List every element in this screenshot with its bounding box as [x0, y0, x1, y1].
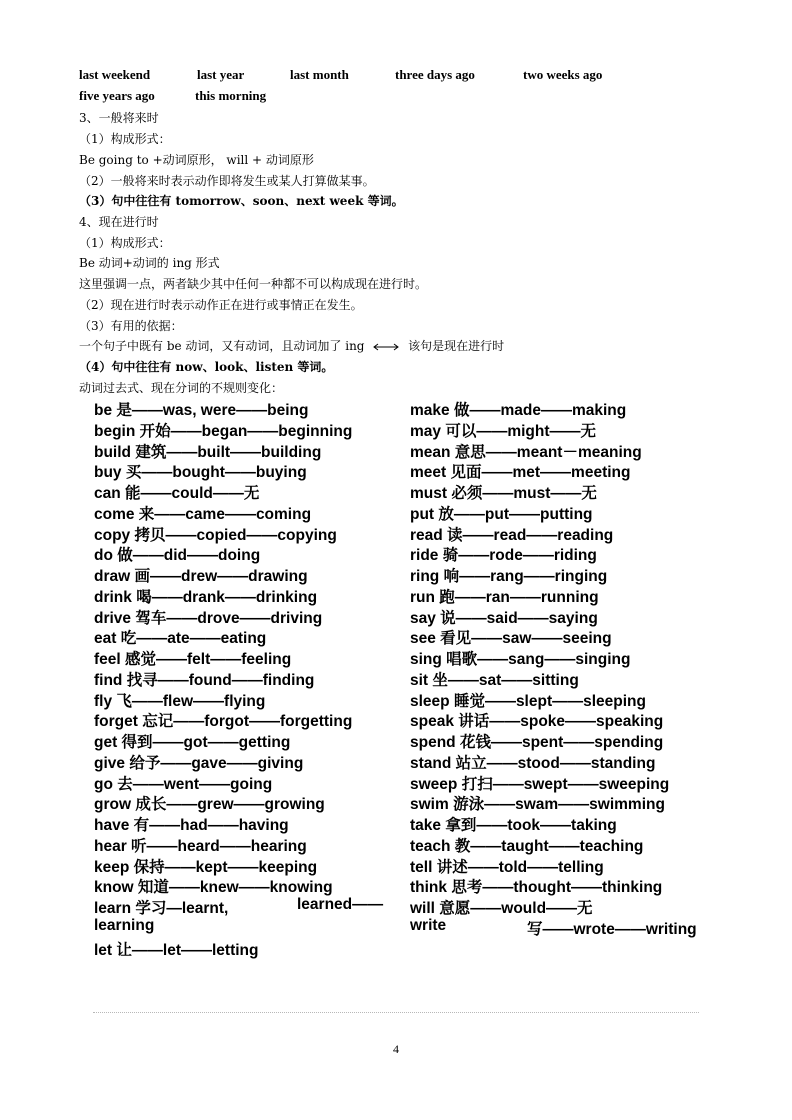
irregular-heading: 动词过去式、现在分词的不规则变化：	[79, 381, 284, 395]
verb-entry: think 思考——thought——thinking	[410, 879, 663, 896]
verb-entry: meet 见面——met——meeting	[410, 464, 631, 481]
verb-entry: copy 拷贝——copied——copying	[94, 527, 337, 544]
verb-entry: hear 听——heard——hearing	[94, 838, 307, 855]
verb-entry: keep 保持——kept——keeping	[94, 859, 318, 876]
verb-entry: begin 开始——began——beginning	[94, 423, 353, 440]
time-expression: five years ago	[79, 88, 155, 103]
verb-entry: swim 游泳——swam——swimming	[410, 796, 665, 813]
verb-entry: buy 买——bought——buying	[94, 464, 307, 481]
verb-entry: draw 画——drew——drawing	[94, 568, 308, 585]
verb-entry: find 找寻——found——finding	[94, 672, 315, 689]
progressive-form: Be 动词+动词的 ing 形式	[79, 256, 220, 270]
verb-entry: grow 成长——grew——growing	[94, 796, 325, 813]
future-signal: （3）句中往往有 tomorrow、soon、next week 等词。	[79, 194, 404, 208]
future-form-label: （1）构成形式：	[79, 132, 171, 146]
verb-entry: do 做——did——doing	[94, 547, 261, 564]
verb-entry: take 拿到——took——taking	[410, 817, 617, 834]
verb-entry: come 来——came——coming	[94, 506, 312, 523]
progressive-emphasis: 这里强调一点，两者缺少其中任何一种都不可以构成现在进行时。	[79, 277, 428, 291]
time-expression: three days ago	[395, 67, 475, 82]
page-number: 4	[393, 1042, 399, 1056]
verb-entry-learn-part3: learning	[94, 917, 155, 934]
progressive-basis	[79, 337, 504, 354]
progressive-signal: （4）句中往往有 now、look、listen 等词。	[79, 360, 334, 374]
verb-entry: ride 骑——rode——riding	[410, 547, 597, 564]
verb-entry: may 可以——might——无	[410, 423, 597, 440]
verb-entry: put 放——put——putting	[410, 506, 593, 523]
future-form: Be going to +动词原形， will + 动词原形	[79, 153, 314, 167]
progressive-form-label: （1）构成形式：	[79, 236, 171, 250]
verb-entry: sing 唱歌——sang——singing	[410, 651, 631, 668]
future-heading: 3、一般将来时	[79, 111, 159, 125]
double-arrow-icon	[372, 342, 400, 352]
verb-entry: go 去——went——going	[94, 776, 273, 793]
future-usage: （2）一般将来时表示动作即将发生或某人打算做某事。	[79, 174, 375, 188]
verb-entry: sleep 睡觉——slept——sleeping	[410, 693, 646, 710]
verb-entry: have 有——had——having	[94, 817, 289, 834]
progressive-basis-text: 一个句子中既有 be 动词，又有动词，且动词加了 ing	[79, 339, 365, 353]
verb-entry: feel 感觉——felt——feeling	[94, 651, 292, 668]
time-expression: last year	[197, 67, 245, 82]
verb-entry: sit 坐——sat——sitting	[410, 672, 579, 689]
time-expression: last weekend	[79, 67, 151, 82]
verb-entry: will 意愿——would——无	[410, 900, 593, 917]
verb-entry: can 能——could——无	[94, 485, 260, 502]
progressive-heading: 4、现在进行时	[79, 215, 159, 229]
verb-entry: teach 教——taught——teaching	[410, 838, 644, 855]
progressive-basis-label: （3）有用的依据：	[79, 319, 183, 333]
progressive-usage: （2）现在进行时表示动作正在进行或事情正在发生。	[79, 298, 363, 312]
verb-entry-write-part1: write	[410, 917, 447, 934]
verb-entry: drive 驾车——drove——driving	[94, 610, 323, 627]
time-expression: this morning	[195, 88, 267, 103]
verb-entry: read 读——read——reading	[410, 527, 614, 544]
time-expression: last month	[290, 67, 349, 82]
verb-entry: get 得到——got——getting	[94, 734, 291, 751]
verb-entry: give 给予——gave——giving	[94, 755, 304, 772]
verb-entry: drink 喝——drank——drinking	[94, 589, 318, 606]
verb-entry: be 是——was, were——being	[94, 402, 309, 419]
verb-entry: say 说——said——saying	[410, 610, 598, 627]
verb-entry: must 必须——must——无	[410, 485, 597, 502]
verb-entry: sweep 打扫——swept——sweeping	[410, 776, 670, 793]
verb-entry: mean 意思——meant－meaning	[410, 444, 642, 461]
verb-entry: fly 飞——flew——flying	[94, 693, 266, 710]
time-expression: two weeks ago	[523, 67, 603, 82]
verb-entry-learn-part2: learned——	[297, 896, 384, 913]
verb-entry-learn-part1: learn 学习—learnt,	[94, 900, 229, 917]
verb-entry: tell 讲述——told——telling	[410, 859, 604, 876]
verb-entry: eat 吃——ate——eating	[94, 630, 267, 647]
verb-entry: spend 花钱——spent——spending	[410, 734, 664, 751]
verb-entry: ring 响——rang——ringing	[410, 568, 608, 585]
verb-entry: forget 忘记——forgot——forgetting	[94, 713, 353, 730]
verb-entry: let 让——let——letting	[94, 942, 259, 959]
verb-entry: build 建筑——built——building	[94, 444, 322, 461]
progressive-basis-result: 该句是现在进行时	[408, 339, 505, 353]
footer-divider	[93, 1012, 699, 1013]
verb-entry: know 知道——knew——knowing	[94, 879, 333, 896]
verb-entry: run 跑——ran——running	[410, 589, 599, 606]
verb-entry: see 看见——saw——seeing	[410, 630, 612, 647]
verb-entry: stand 站立——stood——standing	[410, 755, 656, 772]
verb-entry-write-part2: 写——wrote——writing	[527, 921, 697, 938]
verb-entry: speak 讲话——spoke——speaking	[410, 713, 664, 730]
verb-entry: make 做——made——making	[410, 402, 627, 419]
